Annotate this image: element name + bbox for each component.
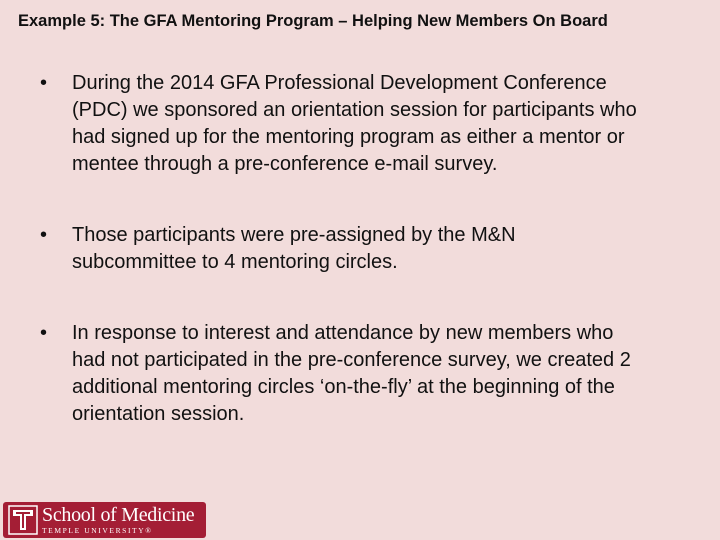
- slide-title: Example 5: The GFA Mentoring Program – Helping New Members On Board: [18, 12, 608, 30]
- bullet-text: Those participants were pre-assigned by the M&N subcommittee to 4 mentoring circles.: [72, 224, 516, 273]
- logo-subtitle: TEMPLE UNIVERSITY®: [42, 526, 153, 536]
- bullet-item: [40, 70, 640, 178]
- bullet-item: [40, 320, 640, 428]
- bullet-dot: •: [40, 224, 48, 246]
- bullet-text: During the 2014 GFA Professional Development Conference (PDC) we sponsored an orientation session for participants who had signed up for the mentoring program as either a mentor or mentee through a pre-conference e-mail survey.: [72, 72, 637, 175]
- bullet-dot: •: [40, 72, 48, 94]
- bullet-list: [40, 70, 640, 472]
- bullet-text: In response to interest and attendance by new members who had not participated in the pre-conference survey, we created 2 additional mentoring circles ‘on-the-fly’ at the beginning of the orientation session.: [72, 322, 631, 425]
- logo-name: School of Medicine: [42, 504, 195, 527]
- bullet-item: [40, 222, 640, 276]
- temple-t-icon: [8, 505, 38, 535]
- temple-logo: [3, 502, 206, 538]
- bullet-dot: •: [40, 322, 48, 344]
